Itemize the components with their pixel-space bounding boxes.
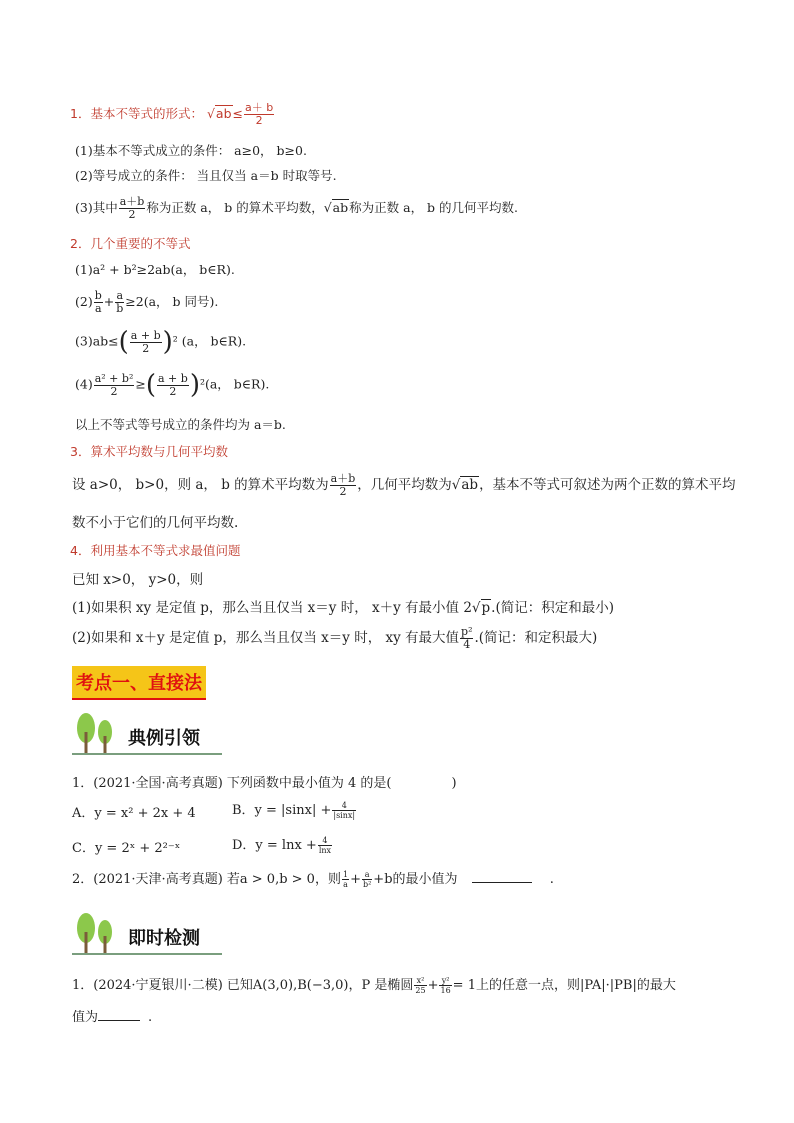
topic-banner: 考点一、直接法 — [72, 666, 206, 700]
fraction-a-plus-b-over-2: $\frac{a+ b}{2}$ — [245, 101, 274, 127]
q2-answer-blank[interactable] — [472, 882, 532, 883]
line-means: (3)其中 $\frac{a+b}{2}$ 称为正数 a， b 的算术平均数，√ab称为正数 a， b 的几何平均数. — [75, 195, 518, 221]
example-section-title: 典例引领 — [128, 728, 200, 749]
line-condition: (1)基本不等式成立的条件： a≥0， b≥0. — [75, 143, 307, 158]
leq-symbol: ≤ — [232, 106, 244, 121]
inequality-3: (3)ab≤( $\frac{a + b}{2}$ )² (a， b∈R). — [75, 327, 247, 357]
section-4-title: 4．利用基本不等式求最值问题 — [70, 543, 241, 558]
q3-answer-blank[interactable] — [98, 1020, 140, 1021]
q1-stem: 1．(2021·全国·高考真题) 下列函数中最小值为 4 的是( ) — [72, 776, 457, 791]
section-1-heading — [70, 102, 275, 127]
tree-icon — [72, 912, 128, 956]
inequality-4: (4) $\frac{\text{a² + b²}}{2}$ ≥( $\frac{a + b}{2}$ )²(a， b∈R). — [75, 370, 270, 400]
q1-option-b[interactable]: B．y = |sinx| + $\frac{4}{|\sin x|}$ — [232, 801, 356, 820]
q1-option-a[interactable]: A．y = x² + 2x + 4 — [72, 806, 196, 821]
section-1-title: 1．基本不等式的形式： — [70, 106, 203, 121]
sqrt-ab: √ab — [206, 106, 232, 121]
check-section-title: 即时检测 — [128, 928, 200, 949]
inequality-1: (1)a² + b²≥2ab(a， b∈R). — [75, 262, 235, 277]
check-section-underline — [72, 953, 222, 955]
inequality-2: (2) $\frac{b}{a}$ + $\frac{a}{b}$ ≥2(a， b 同号). — [75, 289, 219, 315]
section-3-title: 3．算术平均数与几何平均数 — [70, 444, 228, 459]
extremum-intro: 已知 x>0， y>0，则 — [72, 572, 204, 588]
q1-option-d[interactable]: D．y = lnx + $\frac{4}{\ln x}$ — [232, 836, 332, 855]
extremum-rule-1: (1)如果积 xy 是定值 p，那么当且仅当 x＝y 时， x＋y 有最小值 2√p.(简记：积定和最小) — [72, 600, 614, 616]
line-equality: (2)等号成立的条件： 当且仅当 a＝b 时取等号. — [75, 168, 337, 183]
check-section-header — [72, 912, 232, 956]
q2-stem: 2．(2021·天津·高考真题) 若a > 0,b > 0，则 $\frac{1}{a}$ + $\frac{a}{\text{b²}}$ +b的最小值为 . — [72, 870, 554, 889]
tree-icon — [72, 712, 128, 756]
q3-stem: 1．(2024·宁夏银川·二模) 已知A(3,0),B(−3,0)，P 是椭圆 $\frac{\text{x²}}{25}$ + $\frac{\text{y²}}{16}$ = 1上的任意一点，则|PA|·|PB|的最大 — [72, 976, 676, 995]
equality-note: 以上不等式等号成立的条件均为 a＝b. — [75, 417, 286, 432]
means-paragraph-line2: 数不小于它们的几何平均数. — [72, 515, 239, 531]
extremum-rule-2: (2)如果和 x＋y 是定值 p，那么当且仅当 x＝y 时， xy 有最大值 $\frac{\text{p²}}{4}$ .(简记：和定积最大) — [72, 625, 598, 651]
means-paragraph: 设 a>0， b>0，则 a， b 的算术平均数为 $\frac{a+b}{2}$ ，几何平均数为√ab，基本不等式可叙述为两个正数的算术平均 — [72, 472, 736, 498]
example-section-underline — [72, 753, 222, 755]
q1-option-c[interactable]: C．y = 2ˣ + 2²⁻ˣ — [72, 841, 181, 856]
example-section-header — [72, 712, 232, 756]
section-2-title: 2．几个重要的不等式 — [70, 236, 191, 251]
q3-stem-line2: 值为 . — [72, 1010, 153, 1025]
